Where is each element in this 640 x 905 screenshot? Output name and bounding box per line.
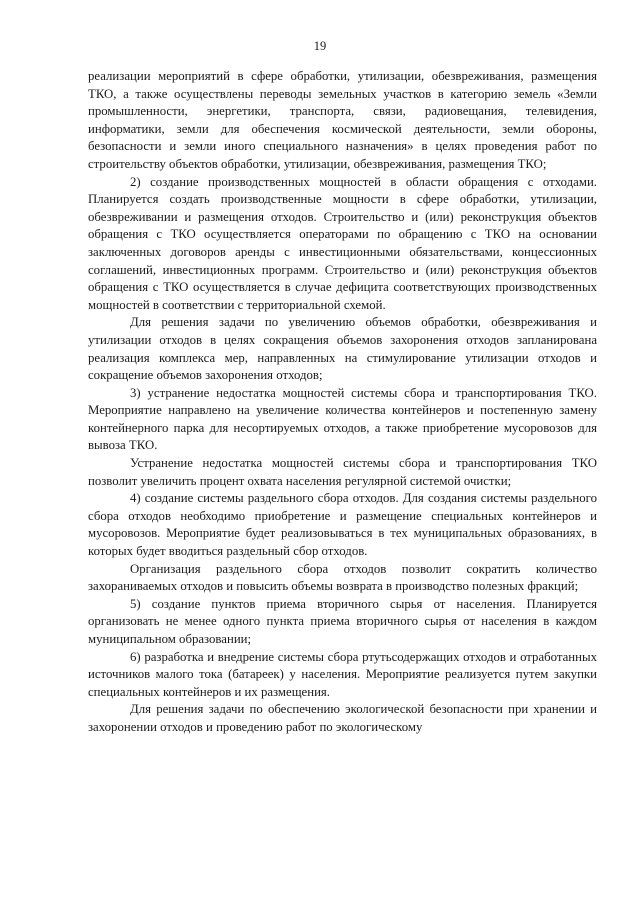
paragraph-separate-collection: Организация раздельного сбора отходов позволит сократить количество захораниваемых отходов и повысить объемы возврата в производство полезных фракций; bbox=[88, 561, 597, 594]
paragraph-item-2: 2) создание производственных мощностей в области обращения с отходами. Планируется создать производственные мощности в сфере обработки, утилизации, обезвреживании и размещения отходов. Строительство и (или) реконструкция объектов обращения с ТКО осуществляется операторами по обращению с ТКО на основании заключенных договоров аренды с инвестиционными обязательствами, концессионных соглашений, инвестиционных программ. Строительство и (или) реконструкция объектов обращения с ТКО осуществляется в случае дефицита соответствующих производственных мощностей в соответствии с территориальной схемой. bbox=[88, 174, 597, 312]
page-number: 19 bbox=[313, 39, 327, 53]
paragraph-item-6: 6) разработка и внедрение системы сбора ртутьсодержащих отходов и отработанных источников малого тока (батареек) у населения. Мероприятие реализуется путем закупки специальных контейнеров и их размещения. bbox=[88, 649, 597, 699]
paragraph-processing-task: Для решения задачи по увеличению объемов обработки, обезвреживания и утилизации отходов в целях сокращения объемов захоронения отходов запланирована реализация комплекса мер, направленных на стимулирование утилизации отходов и сокращение объемов захоронения отходов; bbox=[88, 315, 597, 383]
document-body bbox=[88, 68, 597, 737]
paragraph-item-5: 5) создание пунктов приема вторичного сырья от населения. Планируется организовать не менее одного пункта приема вторичного сырья от населения в каждом муниципальном образовании; bbox=[88, 596, 597, 646]
paragraph-collection-coverage: Устранение недостатка мощностей системы сбора и транспортирования ТКО позволит увеличить процент охвата населения регулярной системой очистки; bbox=[88, 456, 597, 488]
paragraph-item-4: 4) создание системы раздельного сбора отходов. Для создания системы раздельного сбора отходов необходимо приобретение и размещение специальных контейнеров и мусоровозов. Мероприятие будет реализовываться в тех муниципальных образованиях, в которых будет вводиться раздельный сбор отходов. bbox=[88, 491, 597, 559]
paragraph-ecological-safety: Для решения задачи по обеспечению экологической безопасности при хранении и захоронении отходов и проведению работ по экологическому bbox=[88, 702, 597, 734]
paragraph-continuation: реализации мероприятий в сфере обработки, утилизации, обезвреживания, размещения ТКО, а также осуществлены переводы земельных участков в категорию земель «Земли промышленности, энергетики, транспорта, связи, радиовещания, телевидения, информатики, земли для обеспечения космической деятельности, земли обороны, безопасности и земли иного специального назначения» в целях проведения работ по строительству объектов обработки, утилизации, обезвреживания, размещения ТКО; bbox=[88, 69, 597, 171]
paragraph-item-3: 3) устранение недостатка мощностей системы сбора и транспортирования ТКО. Мероприятие направлено на увеличение количества контейнеров и постепенную замену контейнерного парка для несортируемых отходов, а также приобретение мусоровозов для вывоза ТКО. bbox=[88, 385, 597, 453]
